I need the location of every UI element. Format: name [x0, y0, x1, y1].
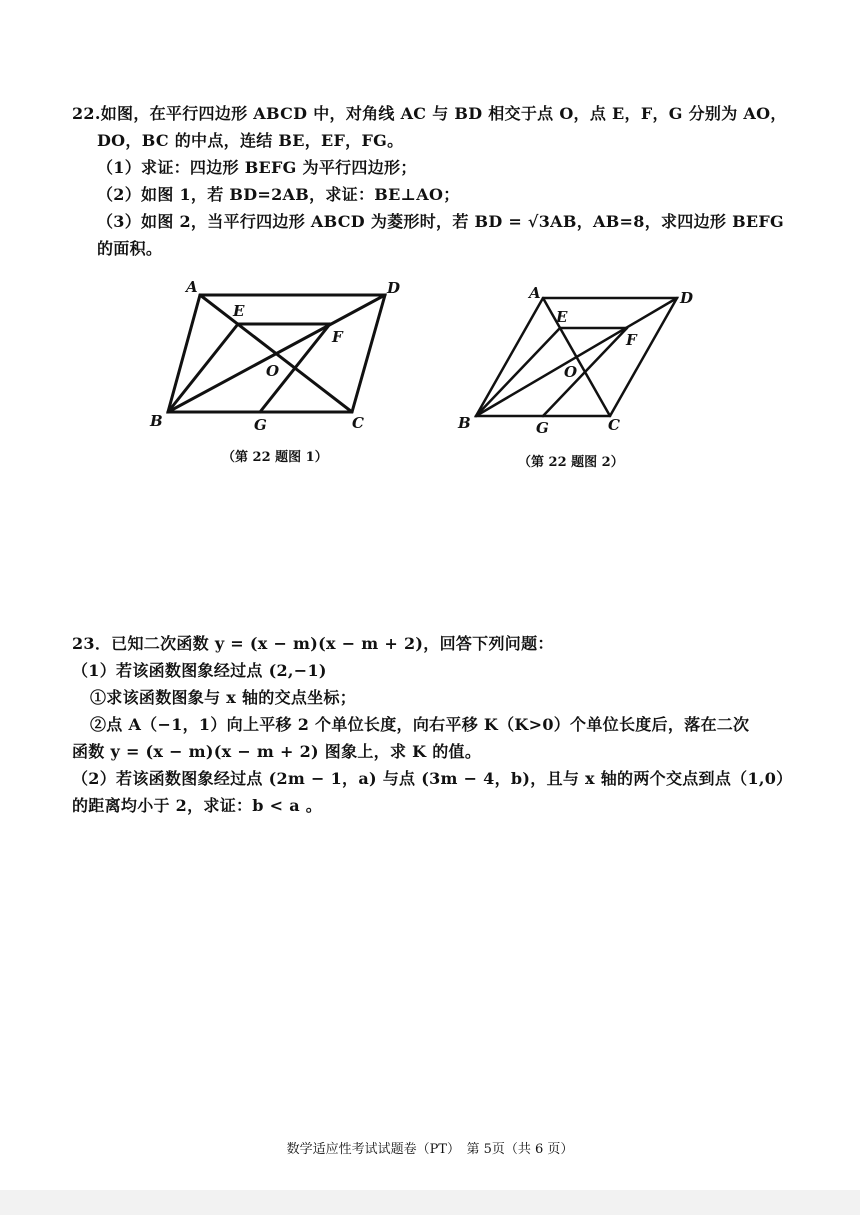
fig1-label-a: A	[186, 278, 198, 296]
q23-line1: 23．已知二次函数 y = (x − m)(x − m + 2)，回答下列问题：	[72, 634, 554, 653]
bottom-strip	[0, 1190, 860, 1215]
fig1-label-g: G	[254, 416, 267, 434]
fig2-label-d: D	[680, 289, 694, 307]
fig2-label-o: O	[564, 363, 578, 381]
fig1-label-b: B	[150, 412, 163, 430]
q22-part1: （1）求证：四边形 BEFG 为平行四边形；	[97, 158, 417, 177]
q23-sub2b: 函数 y = (x − m)(x − m + 2) 图象上，求 K 的值。	[72, 742, 482, 761]
q22-part2: （2）如图 1，若 BD=2AB，求证：BE⊥AO；	[97, 185, 460, 204]
figure-2	[450, 275, 710, 440]
page-footer: 数学适应性考试试题卷（PT） 第 5页（共 6 页）	[286, 1142, 574, 1157]
fig2-label-e: E	[556, 308, 568, 326]
fig1-label-f: F	[332, 328, 343, 346]
fig1-label-c: C	[352, 414, 364, 432]
q22-line1: 22.如图，在平行四边形 ABCD 中，对角线 AC 与 BD 相交于点 O，点 E，F，G 分别为 AO，	[72, 104, 787, 123]
fig2-label-b: B	[458, 414, 471, 432]
fig1-diagonal-bd	[168, 295, 385, 412]
q22-part3b: 的面积。	[97, 239, 163, 258]
q23-part2a: （2）若该函数图象经过点 (2m − 1，a) 与点 (3m − 4，b)，且与 x 轴的两个交点到点（1,0）	[72, 769, 793, 788]
fig1-label-e: E	[233, 302, 245, 320]
fig2-segment-fg	[543, 328, 627, 416]
figure-1	[140, 270, 420, 440]
fig1-label-d: D	[387, 279, 401, 297]
q23-part1: （1）若该函数图象经过点 (2,−1)	[72, 661, 327, 680]
q23-sub1: ①求该函数图象与 x 轴的交点坐标；	[90, 688, 357, 707]
fig2-label-c: C	[608, 416, 620, 434]
q22-line2: DO，BC 的中点，连结 BE，EF，FG。	[97, 131, 404, 150]
q22-part3: （3）如图 2，当平行四边形 ABCD 为菱形时，若 BD = √3AB，AB=8，求四边形 BEFG	[97, 212, 785, 231]
fig2-label-a: A	[529, 284, 541, 302]
fig2-label-g: G	[536, 419, 549, 437]
figure-2-caption: （第 22 题图 2）	[518, 455, 624, 470]
fig2-diagonal-bd	[476, 298, 677, 416]
fig1-label-o: O	[266, 362, 280, 380]
q23-part2b: 的距离均小于 2，求证：b < a 。	[72, 796, 323, 815]
figure-1-caption: （第 22 题图 1）	[222, 450, 328, 465]
q23-sub2a: ②点 A（−1，1）向上平移 2 个单位长度，向右平移 K（K>0）个单位长度后，落在二次	[90, 715, 750, 734]
fig2-label-f: F	[626, 331, 637, 349]
